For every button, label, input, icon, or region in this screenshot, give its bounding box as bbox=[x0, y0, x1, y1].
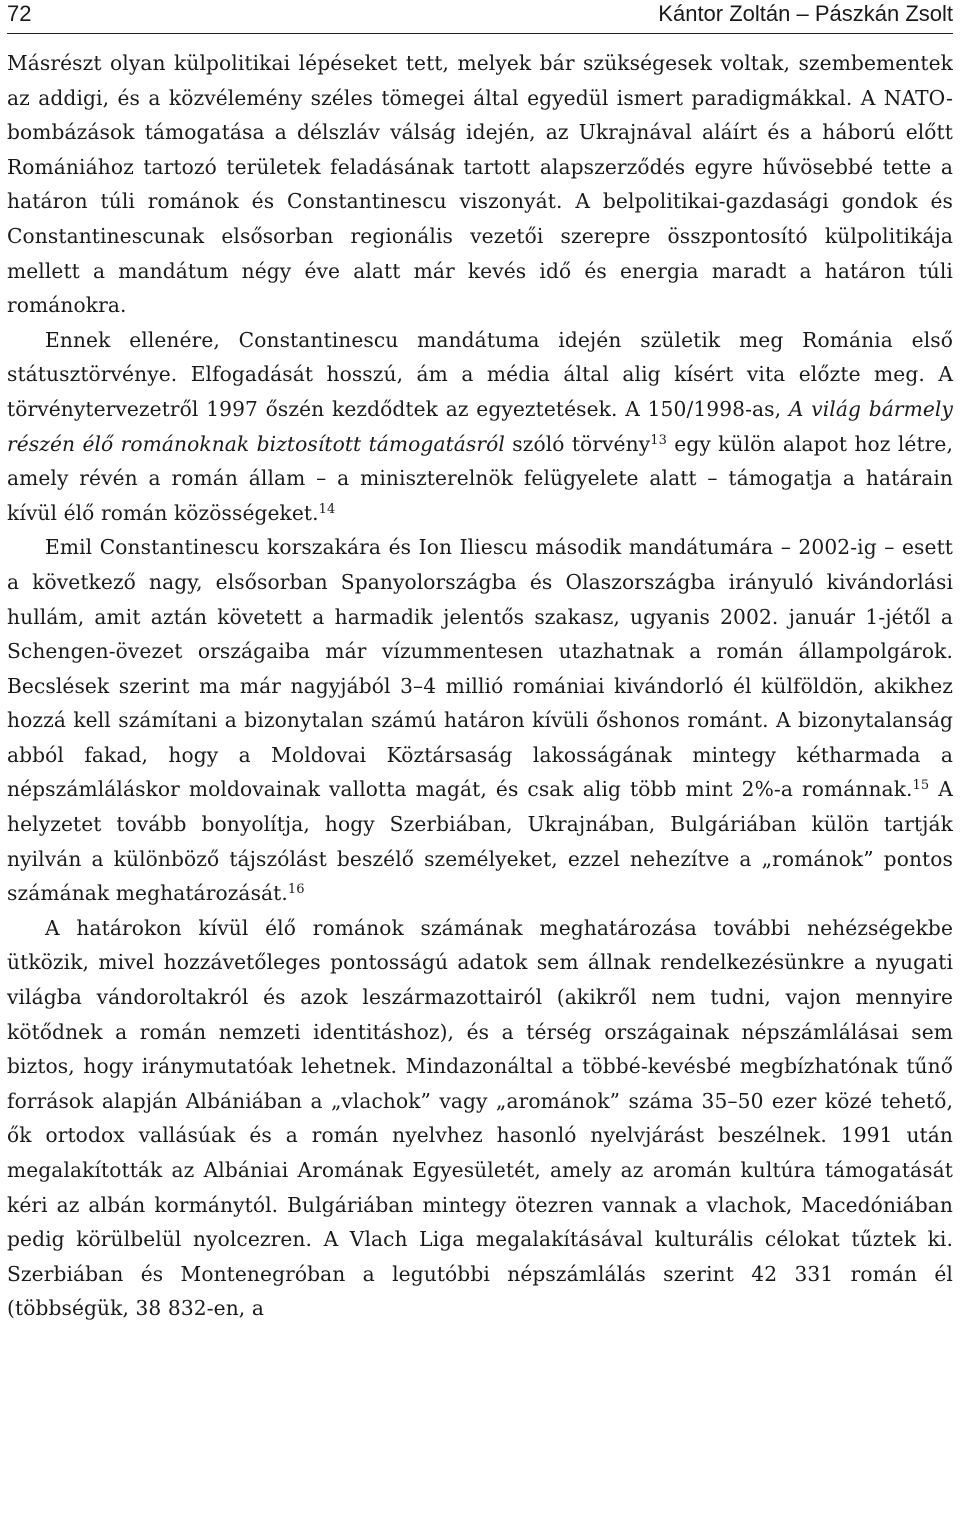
footnote-ref-16[interactable]: 16 bbox=[287, 882, 305, 898]
book-page bbox=[7, 0, 953, 1326]
paragraph-3-text-b: A helyzetet tovább bonyolítja, hogy Szerbiában, Ukrajnában, Bulgáriában külön tartják nyilván a különböző tájszólást beszélő személyeket, ezzel nehezítve a „románok” pontos számának meghatározását. bbox=[7, 777, 953, 906]
paragraph-2-text-c: egy külön alapot hoz létre, amely révén a román állam – a miniszterelnök felügyelete alatt – támogatja a határain kívül élő román közösségeket. bbox=[7, 431, 953, 525]
footnote-ref-13[interactable]: 13 bbox=[650, 432, 667, 448]
paragraph-2 bbox=[7, 323, 953, 531]
footnote-ref-15[interactable]: 15 bbox=[912, 778, 930, 794]
paragraph-2-text-b: szóló törvény bbox=[504, 431, 651, 456]
paragraph-1: Másrészt olyan külpolitikai lépéseket tett, melyek bár szükségesek voltak, szembementek az addigi, és a közvélemény széles tömegei által egyedül ismert paradigmákkal. A NATO-bombázások támogatása a délszláv válság idején, az Ukrajnával aláírt és a háború előtt Romániához tartozó területek feladásának tartott alapszerződés egyre hűvösebbé tette a határon túli románok és Constantinescu viszonyát. A belpolitikai-gazdasági gondok és Constantinescunak elsősorban regionális vezetői szerepre összpontosító külpolitikája mellett a mandátum négy éve alatt már kevés idő és energia maradt a határon túli románokra. bbox=[7, 51, 953, 318]
paragraph-3-text-a: Emil Constantinescu korszakára és Ion Iliescu második mandátumára – 2002-ig – esett a következő nagy, elsősorban Spanyolországba és Olaszországba irányuló kivándorlási hullám, amit aztán követett a harmadik jelentős szakasz, ugyanis 2002. január 1-jétől a Schengen-övezet országaiba már vízummentesen utazhatnak a román állampolgárok. Becslések szerint ma már nagyjából 3–4 millió romániai kivándorló él külföldön, akikhez hozzá kell számítani a bizonytalan számú határon kívüli őshonos románt. A bizonytalanság abból fakad, hogy a Moldovai Köztársaság lakosságának mintegy kétharmada a népszámláláskor moldovainak vallotta magát, és csak alig több mint 2%-a románnak. bbox=[7, 535, 953, 802]
running-title: Kántor Zoltán – Pászkán Zsolt bbox=[658, 1, 953, 26]
running-header bbox=[7, 0, 953, 34]
footnote-ref-14[interactable]: 14 bbox=[318, 501, 336, 517]
paragraph-4: A határokon kívül élő románok számának meghatározása további nehézségekbe ütközik, mivel hozzávetőleges pontosságú adatok sem állnak rendelkezésünkre a nyugati világba vándoroltakról és azok leszármazottairól (akikről nem tudni, vajon mennyire kötődnek a román nemzeti identitáshoz), és a térség országainak népszámlálásai sem biztos, hogy iránymutatóak lehetnek. Mindazonáltal a többé-kevésbé megbízhatónak tűnő források alapján Albániában a „vlachok” vagy „arománok” száma 35–50 ezer közé tehető, ők ortodox vallásúak és a román nyelvhez hasonló nyelvjárást beszélnek. 1991 után megalakították az Albániai Aromának Egyesületét, amely az aromán kultúra támogatását kéri az albán kormánytól. Bulgáriában mintegy ötezren vannak a vlachok, Macedóniában pedig körülbelül nyolcezren. A Vlach Liga megalakításával kulturális célokat tűztek ki. Szerbiában és Montenegróban a legutóbbi népszámlálás szerint 42 331 román él (többségük, 38 832-en, a bbox=[7, 915, 953, 1321]
body-text bbox=[7, 46, 953, 1326]
paragraph-3 bbox=[7, 530, 953, 911]
page-number: 72 bbox=[7, 1, 32, 26]
paragraph-2-text-a: Ennek ellenére, Constantinescu mandátuma idején születik meg Románia első státusztörvénye. Elfogadását hosszú, ám a média által alig kísért vita előzte meg. A törvénytervezetről 1997 őszén kezdődtek az egyeztetések. A 150/1998-as, bbox=[7, 327, 953, 421]
law-title-italic: A világ bármely részén élő románoknak biztosított támogatásról bbox=[7, 396, 953, 456]
